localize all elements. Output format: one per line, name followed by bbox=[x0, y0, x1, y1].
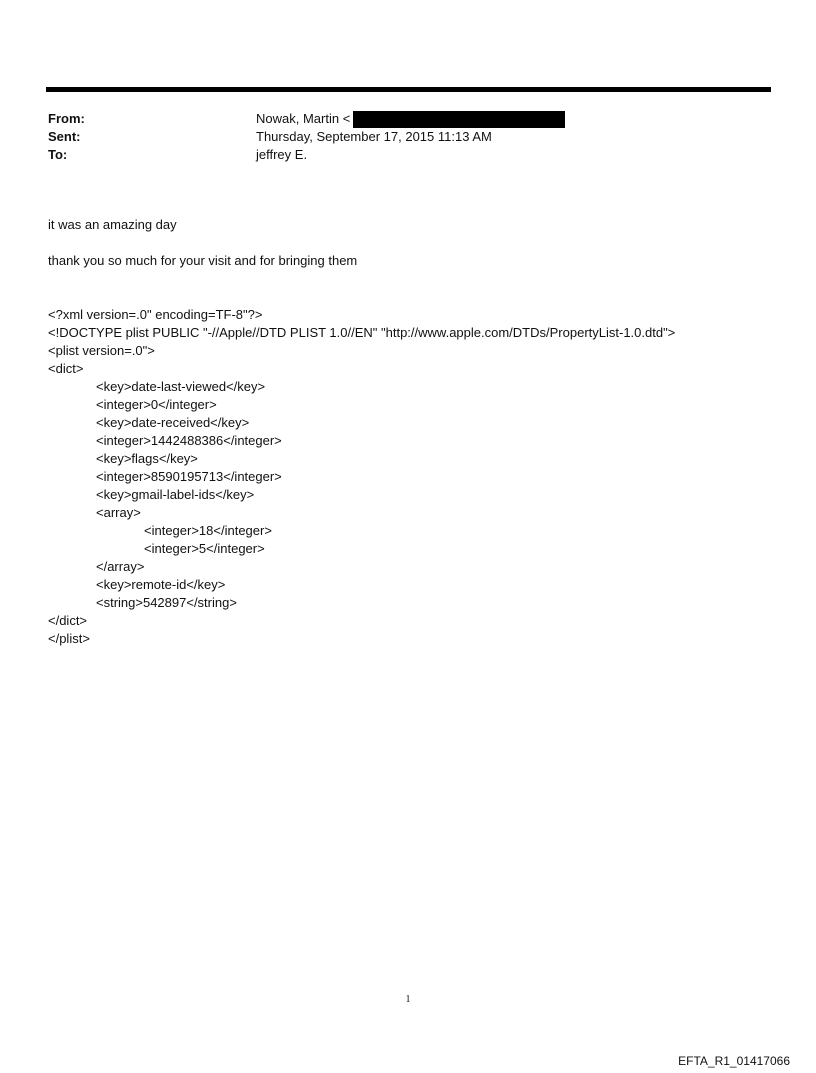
from-value bbox=[256, 110, 565, 128]
from-name: Nowak, Martin < bbox=[256, 111, 351, 126]
plist-line: <key>remote-id</key> bbox=[96, 577, 226, 592]
sent-value: Thursday, September 17, 2015 11:13 AM bbox=[256, 129, 492, 144]
plist-line: <!DOCTYPE plist PUBLIC "-//Apple//DTD PLIST 1.0//EN" "http://www.apple.com/DTDs/PropertyList-1.0.dtd"> bbox=[48, 325, 676, 340]
email-header bbox=[48, 110, 768, 164]
plist-line: <key>gmail-label-ids</key> bbox=[96, 487, 255, 502]
plist-line: <dict> bbox=[48, 361, 84, 376]
body-line: thank you so much for your visit and for bringing them bbox=[48, 253, 358, 268]
plist-line: <string>542897</string> bbox=[96, 595, 237, 610]
plist-line: <integer>0</integer> bbox=[96, 397, 217, 412]
plist-line: <key>flags</key> bbox=[96, 451, 198, 466]
document-id: EFTA_R1_01417066 bbox=[678, 1054, 790, 1068]
to-row bbox=[48, 146, 768, 164]
plist-block bbox=[48, 306, 788, 648]
sent-label: Sent: bbox=[48, 129, 81, 144]
sent-row bbox=[48, 128, 768, 146]
email-body bbox=[48, 216, 768, 270]
from-row bbox=[48, 110, 768, 128]
plist-line: </plist> bbox=[48, 631, 90, 646]
plist-line: <integer>18</integer> bbox=[144, 523, 272, 538]
plist-line: <integer>5</integer> bbox=[144, 541, 265, 556]
plist-line: <integer>8590195713</integer> bbox=[96, 469, 282, 484]
plist-line: </dict> bbox=[48, 613, 88, 628]
plist-line: </array> bbox=[96, 559, 145, 574]
header-rule bbox=[46, 87, 771, 92]
to-value: jeffrey E. bbox=[256, 147, 308, 162]
redaction-box bbox=[353, 111, 565, 128]
page-number: 1 bbox=[405, 994, 411, 1005]
plist-line: <array> bbox=[96, 505, 141, 520]
plist-line: <plist version=.0"> bbox=[48, 343, 155, 358]
to-label: To: bbox=[48, 147, 68, 162]
body-line: it was an amazing day bbox=[48, 217, 177, 232]
plist-line: <key>date-received</key> bbox=[96, 415, 250, 430]
plist-line: <integer>1442488386</integer> bbox=[96, 433, 282, 448]
plist-line: <key>date-last-viewed</key> bbox=[96, 379, 266, 394]
from-label: From: bbox=[48, 111, 85, 126]
plist-line: <?xml version=.0" encoding=TF-8"?> bbox=[48, 307, 263, 322]
